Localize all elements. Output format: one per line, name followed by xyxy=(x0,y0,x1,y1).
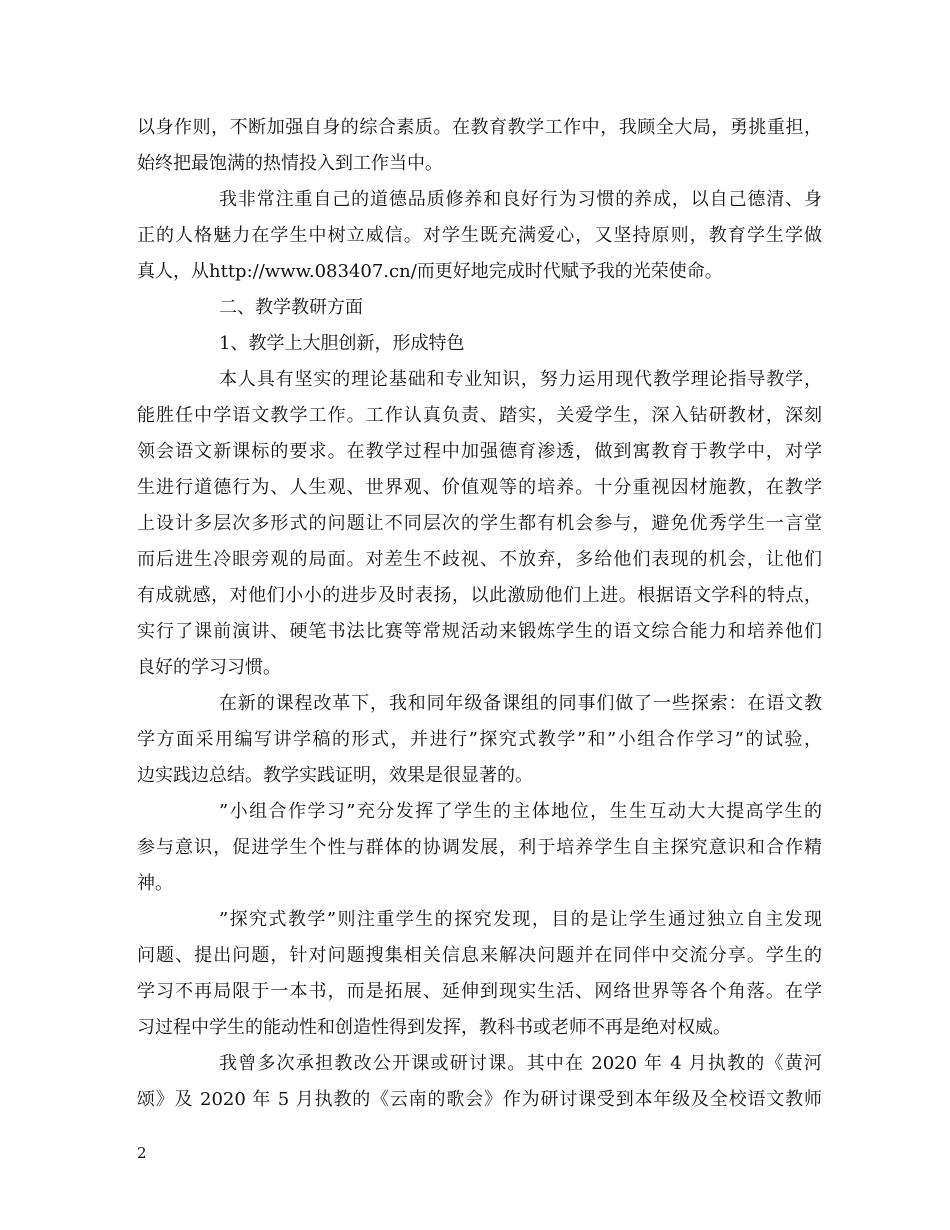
body-text xyxy=(137,110,822,1118)
text-line: 学方面采用编写讲学稿的形式，并进行”探究式教学”和”小组合作学习”的试验， xyxy=(137,729,822,750)
text-line: 能胜任中学语文教学工作。工作认真负责、踏实，关爱学生，深入钻研教材，深刻 xyxy=(137,405,822,426)
text-line: 本人具有坚实的理论基础和专业知识，努力运用现代教学理论指导教学， xyxy=(219,369,822,390)
text-line: 上设计多层次多形式的问题让不同层次的学生都有机会参与，避免优秀学生一言堂 xyxy=(137,513,822,534)
text-line: 良好的学习习惯。 xyxy=(137,657,281,678)
text-line: 以身作则，不断加强自身的综合素质。在教育教学工作中，我顾全大局，勇挑重担， xyxy=(137,117,822,138)
text-line: ”小组合作学习”充分发挥了学生的主体地位，生生互动大大提高学生的 xyxy=(219,801,822,822)
text-line: 学习不再局限于一本书，而是拓展、延伸到现实生活、网络世界等各个角落。在学 xyxy=(137,981,822,1002)
section-heading: 二、教学教研方面 xyxy=(219,297,363,318)
page-number: 2 xyxy=(137,1144,147,1162)
text-line: 正的人格魅力在学生中树立威信。对学生既充满爱心，又坚持原则，教育学生学做 xyxy=(137,225,822,246)
text-line: 生进行道德行为、人生观、世界观、价值观等的培养。十分重视因材施教，在教学 xyxy=(137,477,822,498)
text-line: 而后进生冷眼旁观的局面。对差生不歧视、不放弃，多给他们表现的机会，让他们 xyxy=(137,549,822,570)
text-line: 真人，从http://www.083407.cn/而更好地完成时代赋予我的光荣使命。 xyxy=(137,261,723,282)
text-line: 实行了课前演讲、硬笔书法比赛等常规活动来锻炼学生的语文综合能力和培养他们 xyxy=(137,621,822,642)
text-line: ”探究式教学”则注重学生的探究发现，目的是让学生通过独立自主发现 xyxy=(219,909,822,930)
text-line: 习过程中学生的能动性和创造性得到发挥，教科书或老师不再是绝对权威。 xyxy=(137,1017,731,1038)
subsection-heading: 1、教学上大胆创新，形成特色 xyxy=(219,333,465,354)
text-line: 参与意识，促进学生个性与群体的协调发展，利于培养学生自主探究意识和合作精 xyxy=(137,837,822,858)
text-line: 我曾多次承担教改公开课或研讨课。其中在 2020 年 4 月执教的《黄河 xyxy=(219,1053,822,1074)
text-line: 我非常注重自己的道德品质修养和良好行为习惯的养成，以自己德清、身 xyxy=(219,189,822,210)
text-line: 神。 xyxy=(137,873,173,894)
text-line: 始终把最饱满的热情投入到工作当中。 xyxy=(137,153,443,174)
text-line: 领会语文新课标的要求。在教学过程中加强德育渗透，做到寓教育于教学中，对学 xyxy=(137,441,822,462)
text-line: 有成就感，对他们小小的进步及时表扬，以此激励他们上进。根据语文学科的特点， xyxy=(137,585,822,606)
text-line: 在新的课程改革下，我和同年级备课组的同事们做了一些探索：在语文教 xyxy=(219,693,822,714)
text-line: 颂》及 2020 年 5 月执教的《云南的歌会》作为研讨课受到本年级及全校语文教师 xyxy=(137,1089,822,1110)
text-line: 边实践边总结。教学实践证明，效果是很显著的。 xyxy=(137,765,533,786)
text-line: 问题、提出问题，针对问题搜集相关信息来解决问题并在同伴中交流分享。学生的 xyxy=(137,945,822,966)
